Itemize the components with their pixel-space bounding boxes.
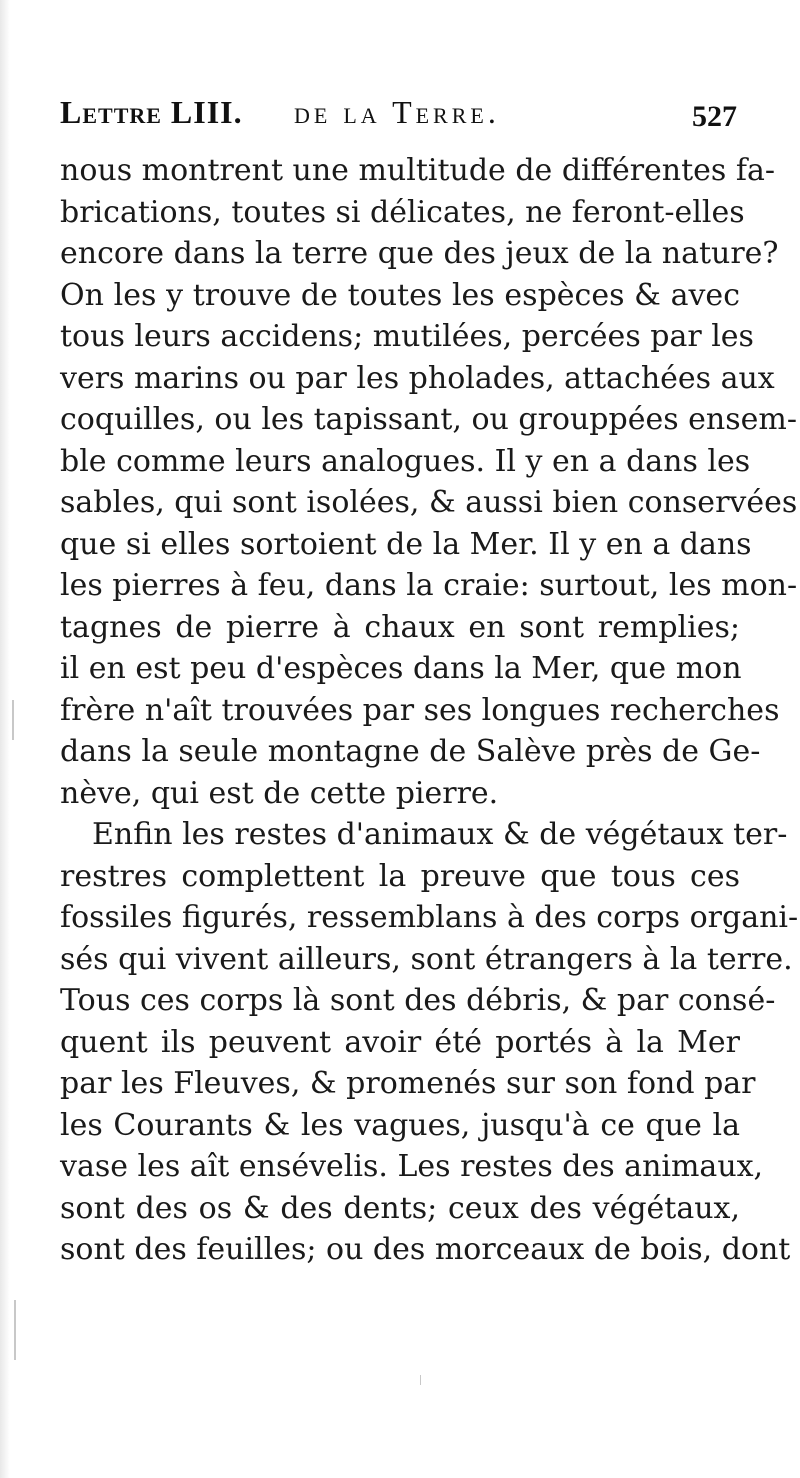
page-gutter-shadow (0, 0, 10, 1478)
text-line: brications, toutes si délicates, ne feront-elles (60, 194, 745, 230)
header-title: de la Terre. (294, 94, 500, 130)
paper-speck (14, 1300, 16, 1360)
text-line: sont des feuilles; ou des morceaux de bois, dont (60, 1232, 791, 1267)
page-number: 527 (692, 100, 737, 133)
paper-speck (12, 700, 14, 740)
text-line: tagnes de pierre à chaux en sont remplies; (60, 609, 740, 645)
text-line: que si elles sortoient de la Mer. Il y en a dans (60, 526, 752, 562)
text-line: vers marins ou par les pholades, attachées aux (60, 360, 775, 396)
text-line: encore dans la terre que des jeux de la nature? (60, 236, 779, 271)
text-line: les pierres à feu, dans la craie: surtout, les mon- (60, 568, 798, 603)
text-line: sés qui vivent ailleurs, sont étrangers à la terre. (60, 941, 793, 977)
paper-speck (420, 1375, 421, 1385)
text-line: restres complettent la preuve que tous ces (60, 858, 740, 894)
text-line: nous montrent une multitude de différentes fa- (60, 153, 775, 188)
text-line: frère n'aît trouvées par ses longues recherches (60, 692, 780, 728)
text-line: ble comme leurs analogues. Il y en a dans les (60, 443, 751, 479)
text-line: sont des os & des dents; ceux des végétaux, (60, 1190, 740, 1226)
paragraph-end-line: nève, qui est de cette pierre. (60, 775, 499, 811)
text-line: fossiles figurés, ressemblans à des corps organi- (60, 900, 799, 935)
text-line: il en est peu d'espèces dans la Mer, que mon (60, 651, 742, 686)
text-line: coquilles, ou les tapissant, ou grouppées ensem- (60, 402, 797, 437)
text-line: On les y trouve de toutes les espèces & avec (60, 277, 740, 313)
text-line: dans la seule montagne de Salève près de Ge- (60, 734, 761, 769)
text-line: par les Fleuves, & promenés sur son fond par (60, 1066, 756, 1101)
text-line: quent ils peuvent avoir été portés à la Mer (60, 1024, 740, 1060)
paragraph-start-line: Enfin les restes d'animaux & de végétaux ter- (92, 817, 788, 852)
text-line: vase les aît ensévelis. Les restes des animaux, (60, 1149, 764, 1184)
running-header (60, 94, 740, 142)
header-letter-number: Lettre LIII. (60, 94, 243, 130)
text-line: les Courants & les vagues, jusqu'à ce que la (60, 1107, 740, 1143)
page-body-text (60, 150, 799, 1271)
text-line: sables, qui sont isolées, & aussi bien conservées (60, 485, 798, 520)
text-line: Tous ces corps là sont des débris, & par consé- (60, 983, 776, 1018)
text-line: tous leurs accidens; mutilées, percées par les (60, 319, 754, 354)
